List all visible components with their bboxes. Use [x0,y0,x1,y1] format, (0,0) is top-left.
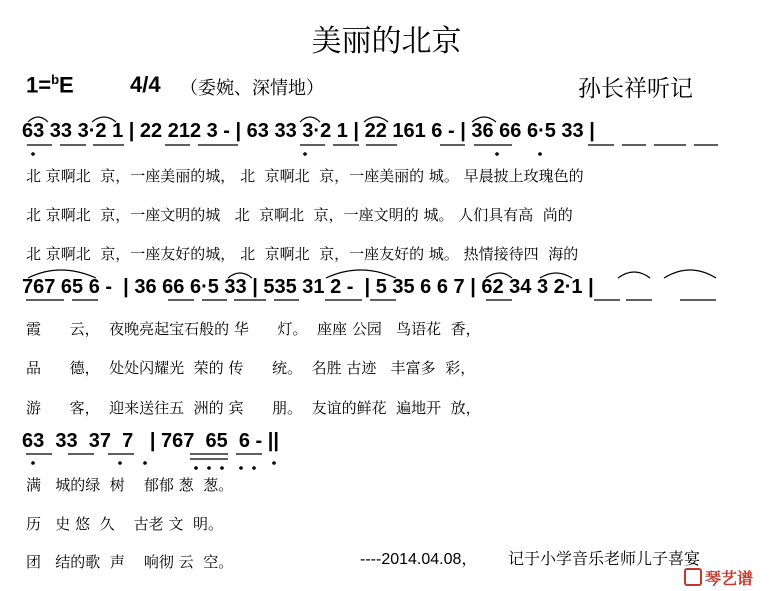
lyric-line-2-verse-2: 品 德， 处处闪耀光 荣的 传 统。 名胜 古迹 丰富多 彩， [26,359,476,377]
composer-credit: 孙长祥听记 [578,76,693,102]
notation-line-2: 767 65 6 - | 36 66 6·5 33 | 535 31 2 - | 5 35 6 6 7 | 62 34 3 2·1 | [22,276,594,298]
logo-text: 琴艺谱 [705,569,754,588]
octave-dot [118,461,122,465]
time-signature: 4/4 [130,72,161,97]
octave-dot [303,152,307,156]
notation-line-1: 63 33 3·2 1 | 22 212 3 - | 63 33 3·2 1 | 22 161 6 - | 36 66 6·5 33 | [22,120,595,142]
date-note: ----2014.04.08， [360,551,478,568]
octave-dot [252,466,256,470]
octave-dot [207,466,211,470]
event-note: 记于小学音乐老师儿子喜宴 [508,549,701,568]
lyric-line-1-verse-2: 北 京啊北 京，一座文明的城 北 京啊北 京，一座文明的 城。 人们具有高 尚的 [26,206,573,224]
key-flat: b [51,72,60,87]
octave-dot [194,466,198,470]
slur-mark [618,272,650,278]
key-signature [26,72,74,98]
octave-dot [143,461,147,465]
song-title: 美丽的北京 [311,24,462,59]
key-note: E [59,72,74,98]
lyric-line-1-verse-3: 北 京啊北 京，一座友好的城， 北 京啊北 京，一座友好的 城。 热情接待四 海的 [26,245,579,263]
octave-dot [239,466,243,470]
notation-line-3: 63 33 37 7 | 767 65 6 - || [22,430,279,452]
lyric-line-1-verse-1: 北 京啊北 京，一座美丽的城， 北 京啊北 京，一座美丽的 城。 早晨披上玫瑰色的 [26,167,584,185]
site-logo [684,566,753,589]
octave-dot [272,461,276,465]
lyric-line-3-verse-3: 团 结的歌 声 响彻 云 空。 [26,553,234,571]
tempo-marking: （委婉、深情地） [180,78,324,99]
lyric-line-2-verse-3: 游 客， 迎来送往五 洲的 宾 朋。 友谊的鲜花 遍地开 放， [26,399,481,417]
lyric-line-2-verse-1: 霞 云， 夜晚亮起宝石般的 华 灯。 座座 公园 鸟语花 香， [26,320,481,338]
slur-mark [664,270,716,278]
octave-dot [495,152,499,156]
logo-icon [684,568,702,586]
key-prefix: 1= [26,72,52,98]
octave-dot [220,466,224,470]
lyric-line-3-verse-2: 历 史 悠 久 古老 文 明。 [26,515,223,533]
lyric-line-3-verse-1: 满 城的绿 树 郁郁 葱 葱。 [26,476,234,494]
octave-dot [538,152,542,156]
octave-dot [31,152,35,156]
octave-dot [31,461,35,465]
